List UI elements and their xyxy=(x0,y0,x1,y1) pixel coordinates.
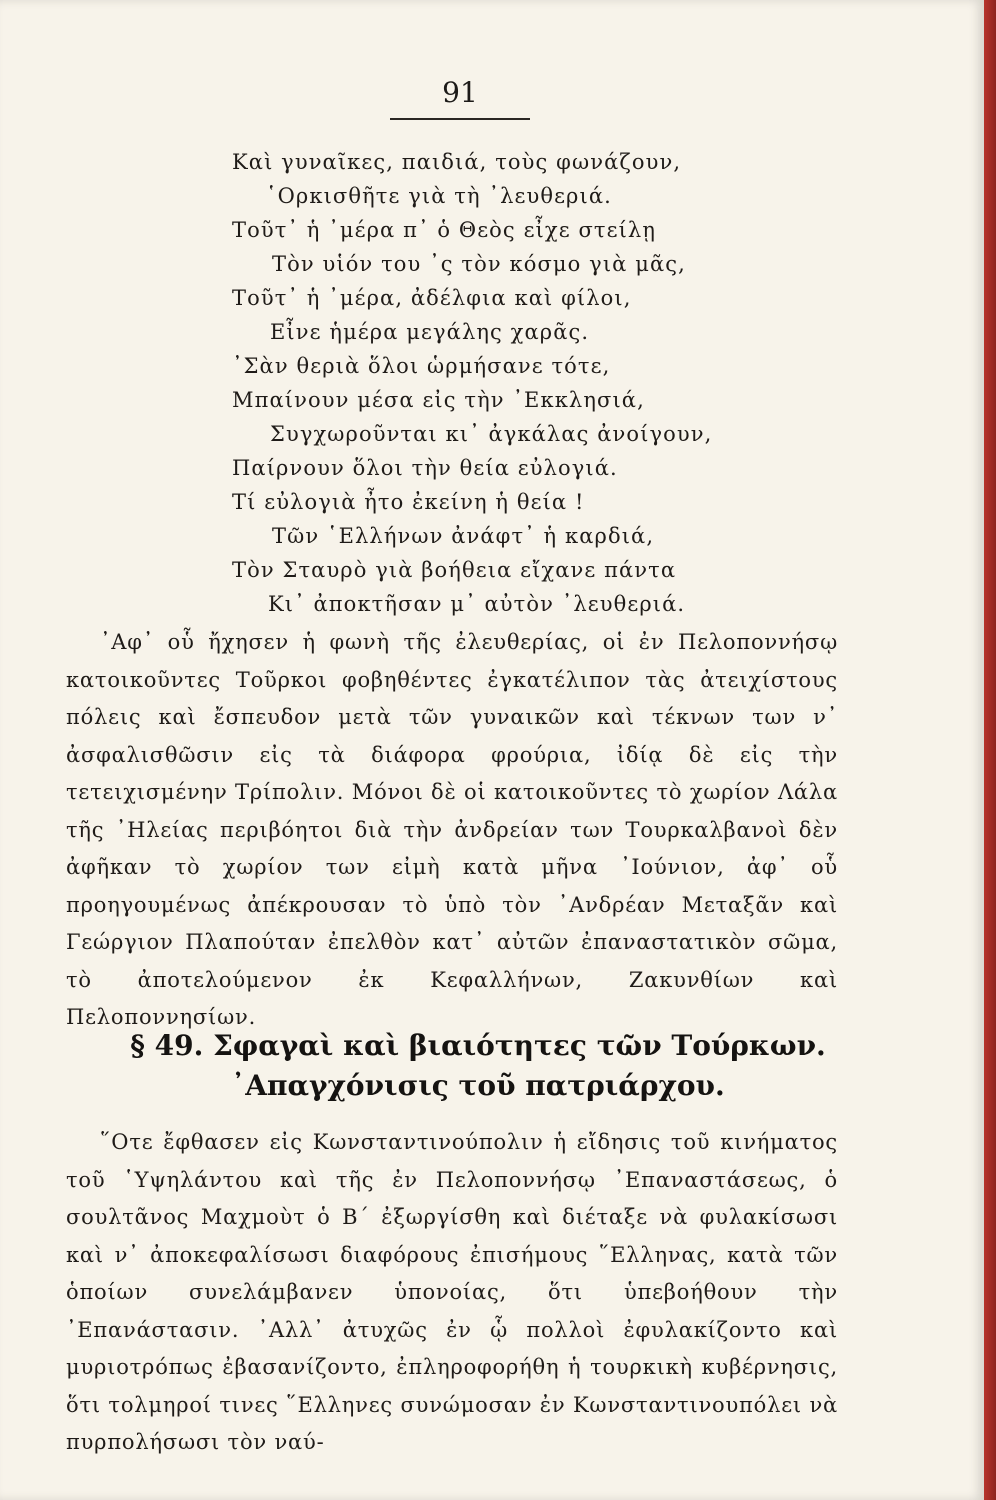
section-heading-line-2: ᾽Απαγχόνισις τοῦ πατριάρχου. xyxy=(231,1069,725,1102)
section-heading-line-1: § 49. Σφαγαὶ καὶ βιαιότητες τῶν Τούρκων. xyxy=(130,1029,826,1062)
poem-line: ᾽Σὰν θεριὰ ὅλοι ὡρμήσανε τότε, xyxy=(232,354,611,378)
poem-line: Τὸν υἱόν του ᾽ς τὸν κόσμο γιὰ μᾶς, xyxy=(272,252,686,276)
poem-line: Συγχωροῦνται κι᾽ ἀγκάλας ἀνοίγουν, xyxy=(270,422,713,446)
poem-line: ῾Ορκισθῆτε γιὰ τὴ ᾽λευθεριά. xyxy=(266,184,612,208)
poem-line: Τοῦτ᾽ ἡ ᾽μέρα, ἀδέλφια καὶ φίλοι, xyxy=(232,286,632,310)
poem-line: Κι᾽ ἀποκτῆσαν μ᾽ αὐτὸν ᾽λευθεριά. xyxy=(268,592,686,616)
poem-line: Τί εὐλογιὰ ἦτο ἐκείνη ἡ θεία ! xyxy=(232,490,585,514)
poem-line: Μπαίνουν μέσα εἰς τὴν ᾽Εκκλησιά, xyxy=(232,388,645,412)
paragraph-2: ῞Οτε ἔφθασεν εἰς Κωνσταντινούπολιν ἡ εἴδησις τοῦ κινήματος τοῦ ῾Υψηλάντου καὶ τῆς ἐν Πελοποννήσῳ ᾽Επαναστάσεως, ὁ σουλτᾶνος Μαχμοὺτ ὁ Β´ ἐξωργίσθη καὶ διέταξε νὰ φυλακίσωσι καὶ ν᾽ ἀποκεφαλίσωσι διαφόρους ἐπισήμους ῞Ελληνας, κατὰ τῶν ὁποίων συνελάμβανεν ὑπονοίας, ὅτι ὑπεβοήθουν τὴν ᾽Επανάστασιν. ᾽Αλλ᾽ ἀτυχῶς ἐν ᾧ πολλοὶ ἐφυλακίζοντο καὶ μυριοτρόπως ἐβασανίζοντο, ἐπληροφορήθη ἡ τουρκικὴ κυβέρνησις, ὅτι τολμηροί τινες ῞Ελληνες συνώμοσαν ἐν Κωνσταντινουπόλει νὰ πυρπολήσωσι τὸν ναύ- xyxy=(66,1130,838,1454)
page-number-rule xyxy=(390,118,530,120)
poem-line: Εἶνε ἡμέρα μεγάλης χαρᾶς. xyxy=(270,320,590,344)
poem-line: Παίρνουν ὅλοι τὴν θεία εὐλογιά. xyxy=(232,456,618,480)
poem-line: Τοῦτ᾽ ἡ ᾽μέρα π᾽ ὁ Θεὸς εἶχε στείλῃ xyxy=(232,218,657,242)
page-number: 91 xyxy=(442,76,478,109)
poem-line: Τῶν ῾Ελλήνων ἀνάφτ᾽ ἡ καρδιά, xyxy=(272,524,655,548)
paragraph-1: ᾽Αφ᾽ οὗ ἤχησεν ἡ φωνὴ τῆς ἐλευθερίας, οἱ ἐν Πελοποννήσῳ κατοικοῦντες Τοῦρκοι φοβηθέντες ἐγκατέλιπον τὰς ἀτειχίστους πόλεις καὶ ἔσπευδον μετὰ τῶν γυναικῶν καὶ τέκνων των ν᾽ ἀσφαλισθῶσιν εἰς τὰ διάφορα φρούρια, ἰδίᾳ δὲ εἰς τὴν τετειχισμένην Τρίπολιν. Μόνοι δὲ οἱ κατοικοῦντες τὸ χωρίον Λάλα τῆς ᾽Ηλείας περιβόητοι διὰ τὴν ἀνδρείαν των Τουρκαλβανοὶ δὲν ἀφῆκαν τὸ χωρίον των εἰμὴ κατὰ μῆνα ᾽Ιούνιον, ἀφ᾽ οὗ προηγουμένως ἀπέκρουσαν τὸ ὑπὸ τὸν ᾽Ανδρέαν Μεταξᾶν καὶ Γεώργιον Πλαπούταν ἐπελθὸν κατ᾽ αὐτῶν ἐπαναστατικὸν σῶμα, τὸ ἀποτελούμενον ἐκ Κεφαλλήνων, Ζακυνθίων καὶ Πελοποννησίων. xyxy=(66,630,838,1029)
page-edge xyxy=(984,0,996,1500)
poem-line: Τὸν Σταυρὸ γιὰ βοήθεια εἴχανε πάντα xyxy=(232,558,677,582)
poem-line: Καὶ γυναῖκες, παιδιά, τοὺς φωνάζουν, xyxy=(232,150,682,174)
section-heading xyxy=(128,1026,828,1106)
